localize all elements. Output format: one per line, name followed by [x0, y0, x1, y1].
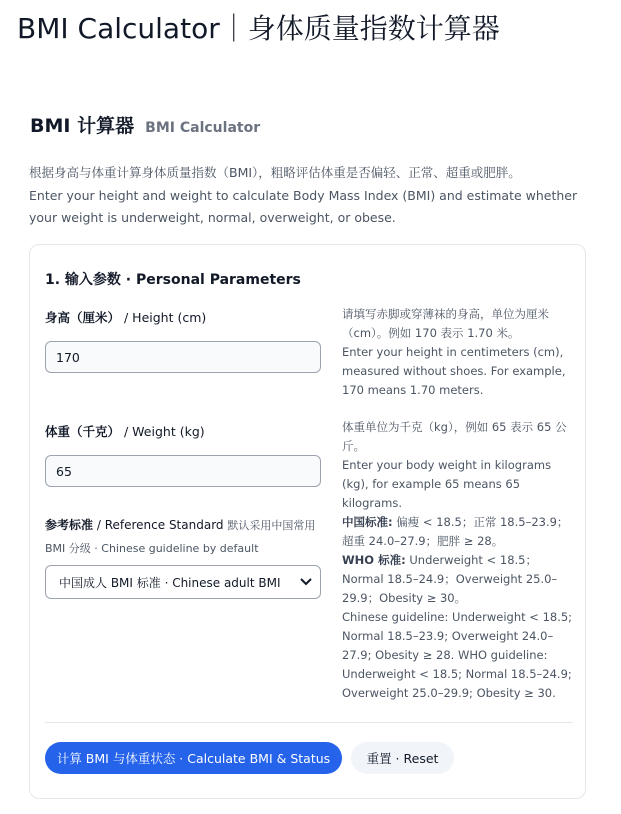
standard-hint: 默认采用中国常用 BMI 分级 · Chinese guideline by default: [45, 519, 316, 555]
height-label-en: / Height (cm): [124, 310, 207, 325]
heading-main: BMI 计算器: [30, 115, 135, 137]
card-title: 1. 输入参数 · Personal Parameters: [45, 272, 301, 288]
standard-help-cn: [342, 513, 574, 551]
weight-input[interactable]: [45, 455, 321, 487]
height-help-zh: 请填写赤脚或穿薄袜的身高，单位为厘米（cm）。例如 170 表示 1.70 米。: [342, 307, 549, 340]
standard-help-en: Chinese guideline: Underweight < 18.5; Normal 18.5–23.9; Overweight 24.0–27.9; Obesity ≥ 28. WHO guideline: Underweight < 18.5; Normal 18.5–24.9; Overweight 25.0–29.9; Obesity ≥ 30.: [342, 610, 573, 700]
standard-help: [342, 513, 574, 703]
weight-help: [342, 418, 574, 513]
section-heading: [30, 111, 260, 138]
standard-label-zh: 参考标准: [45, 518, 94, 532]
standard-label: [45, 514, 325, 560]
intro-zh: 根据身高与体重计算身体质量指数（BMI），粗略评估体重是否偏轻、正常、超重或肥胖。: [29, 165, 521, 180]
height-label-zh: 身高（厘米）: [45, 310, 121, 325]
reset-button[interactable]: 重置 · Reset: [351, 742, 454, 774]
standard-select[interactable]: [45, 565, 321, 599]
intro-text: [29, 162, 589, 230]
standard-label-en: / Reference Standard: [96, 518, 224, 532]
intro-en: Enter your height and weight to calculate Body Mass Index (BMI) and estimate whether your weight is underweight, normal, overweight, or obese.: [29, 187, 578, 225]
chevron-down-icon: [300, 576, 312, 589]
standard-help-who-text: Underweight < 18.5；Normal 18.5–24.9；Overweight 25.0–29.9；Obesity ≥ 30。: [342, 553, 558, 605]
weight-help-en: Enter your body weight in kilograms (kg), for example 65 means 65 kilograms.: [342, 458, 552, 510]
standard-select-value: 中国成人 BMI 标准 · Chinese adult BMI: [59, 575, 281, 590]
height-help: [342, 305, 574, 400]
standard-help-who: [342, 551, 574, 608]
page-title: BMI Calculator｜身体质量指数计算器: [17, 12, 500, 45]
standard-help-who-label: WHO 标准:: [342, 553, 406, 567]
standard-help-cn-label: 中国标准:: [342, 515, 393, 529]
height-label: [45, 308, 206, 326]
weight-label-zh: 体重（千克）: [45, 424, 121, 439]
weight-help-zh: 体重单位为千克（kg），例如 65 表示 65 公斤。: [342, 420, 567, 453]
height-input[interactable]: [45, 341, 321, 373]
parameters-card: [29, 244, 586, 799]
weight-label-en: / Weight (kg): [124, 424, 205, 439]
height-help-en: Enter your height in centimeters (cm), measured without shoes. For example, 170 means 1.70 meters.: [342, 345, 566, 397]
weight-label: [45, 422, 205, 440]
heading-sub: BMI Calculator: [145, 120, 261, 136]
calculate-button[interactable]: 计算 BMI 与体重状态 · Calculate BMI & Status: [45, 742, 342, 774]
standard-help-cn-text: 偏瘦 < 18.5；正常 18.5–23.9；超重 24.0–27.9；肥胖 ≥ 28。: [342, 515, 569, 548]
divider: [45, 722, 573, 723]
